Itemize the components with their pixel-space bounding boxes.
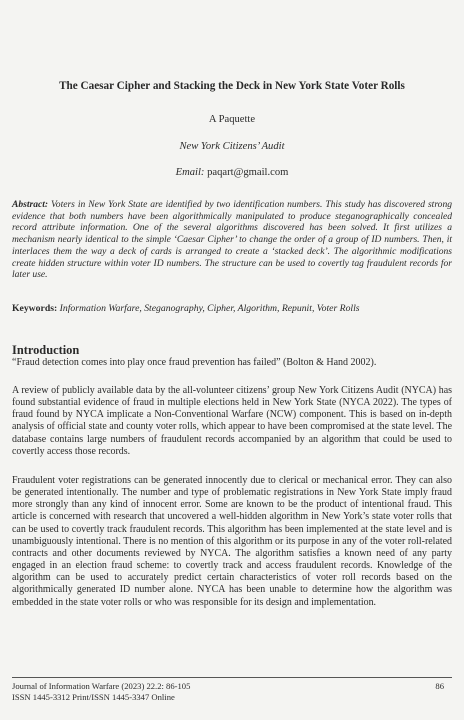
email-address[interactable]: paqart@gmail.com — [207, 167, 289, 178]
keywords-label: Keywords: — [12, 303, 58, 314]
author-email — [0, 167, 464, 178]
body-paragraph-1: A review of publicly available data by the all-volunteer citizens’ group New York Citizens Audit (NYCA) has found substantial evidence of fraud in multiple elections held in New York State (NYCA 2022). The types of fraud found by NYCA implicate a Non-Conventional Warfare (NCW) component. This is based on in-depth analysis of official state and county voter rolls, which appear to have been compromised at the state level. The database contains large numbers of fraudulent records accompanied by an algorithm that could be used to covertly access those records. — [12, 385, 452, 457]
abstract — [12, 199, 452, 281]
keywords — [12, 303, 452, 315]
footer-issn: ISSN 1445-3312 Print/ISSN 1445-3347 Online — [12, 692, 175, 702]
page-number: 86 — [435, 681, 444, 691]
footer-journal: Journal of Information Warfare (2023) 22.2: 86-105 — [12, 681, 191, 691]
opening-quote: “Fraud detection comes into play once fraud prevention has failed” (Bolton & Hand 2002). — [12, 357, 377, 368]
footer-rule — [12, 677, 452, 678]
abstract-label: Abstract: — [12, 199, 49, 210]
abstract-text: Voters in New York State are identified by two identification numbers. This study has discovered strong evidence that both numbers have been algorithmically manipulated to produce steganographically concealed record attribute information. One of the several algorithms discovered has been solved. It first utilizes a mechanism nearly identical to the simple ‘Caesar Cipher’ to change the order of a group of ID numbers. Then, it interlaces them the way a deck of cards is arranged to create a ‘stacked deck’. The algorithmic modifications create hidden structure within voter ID numbers. The structure can be used to covertly tag fraudulent records for later use. — [12, 199, 453, 281]
author-affiliation: New York Citizens’ Audit — [179, 141, 285, 152]
section-heading-introduction: Introduction — [12, 343, 80, 357]
body-paragraph-2: Fraudulent voter registrations can be generated innocently due to clerical or mechanical error. They can also be generated intentionally. The number and type of problematic registrations in New York State imply fraud more strongly than any kind of innocent error. Some are known to be the product of intentional fraud. This article is concerned with research that uncovered a well-hidden algorithm in New York’s state voter rolls that can be used to covertly track fraudulent records. This algorithm has been implemented at the state level and is unambiguously intentional. There is no mention of this algorithm or its purpose in any of the voter roll-related contracts and other documents reviewed by NYCA. The algorithm satisfies a known need of any party engaged in an election fraud scheme: to covertly track and access fraudulent records. Knowledge of the algorithm can be used to accurately predict certain characteristics of voter roll records based on the algorithmically generated ID number alone. NYCA has been unable to determine how the algorithm was embedded in the state voter rolls or who was responsible for its design and implementation. — [12, 475, 452, 608]
email-label: Email: — [175, 167, 205, 178]
keywords-text: Information Warfare, Steganography, Cipher, Algorithm, Repunit, Voter Rolls — [59, 303, 360, 314]
paper-title: The Caesar Cipher and Stacking the Deck in New York State Voter Rolls — [59, 80, 405, 92]
author-name: A Paquette — [208, 114, 256, 125]
footer-citation — [12, 681, 190, 703]
